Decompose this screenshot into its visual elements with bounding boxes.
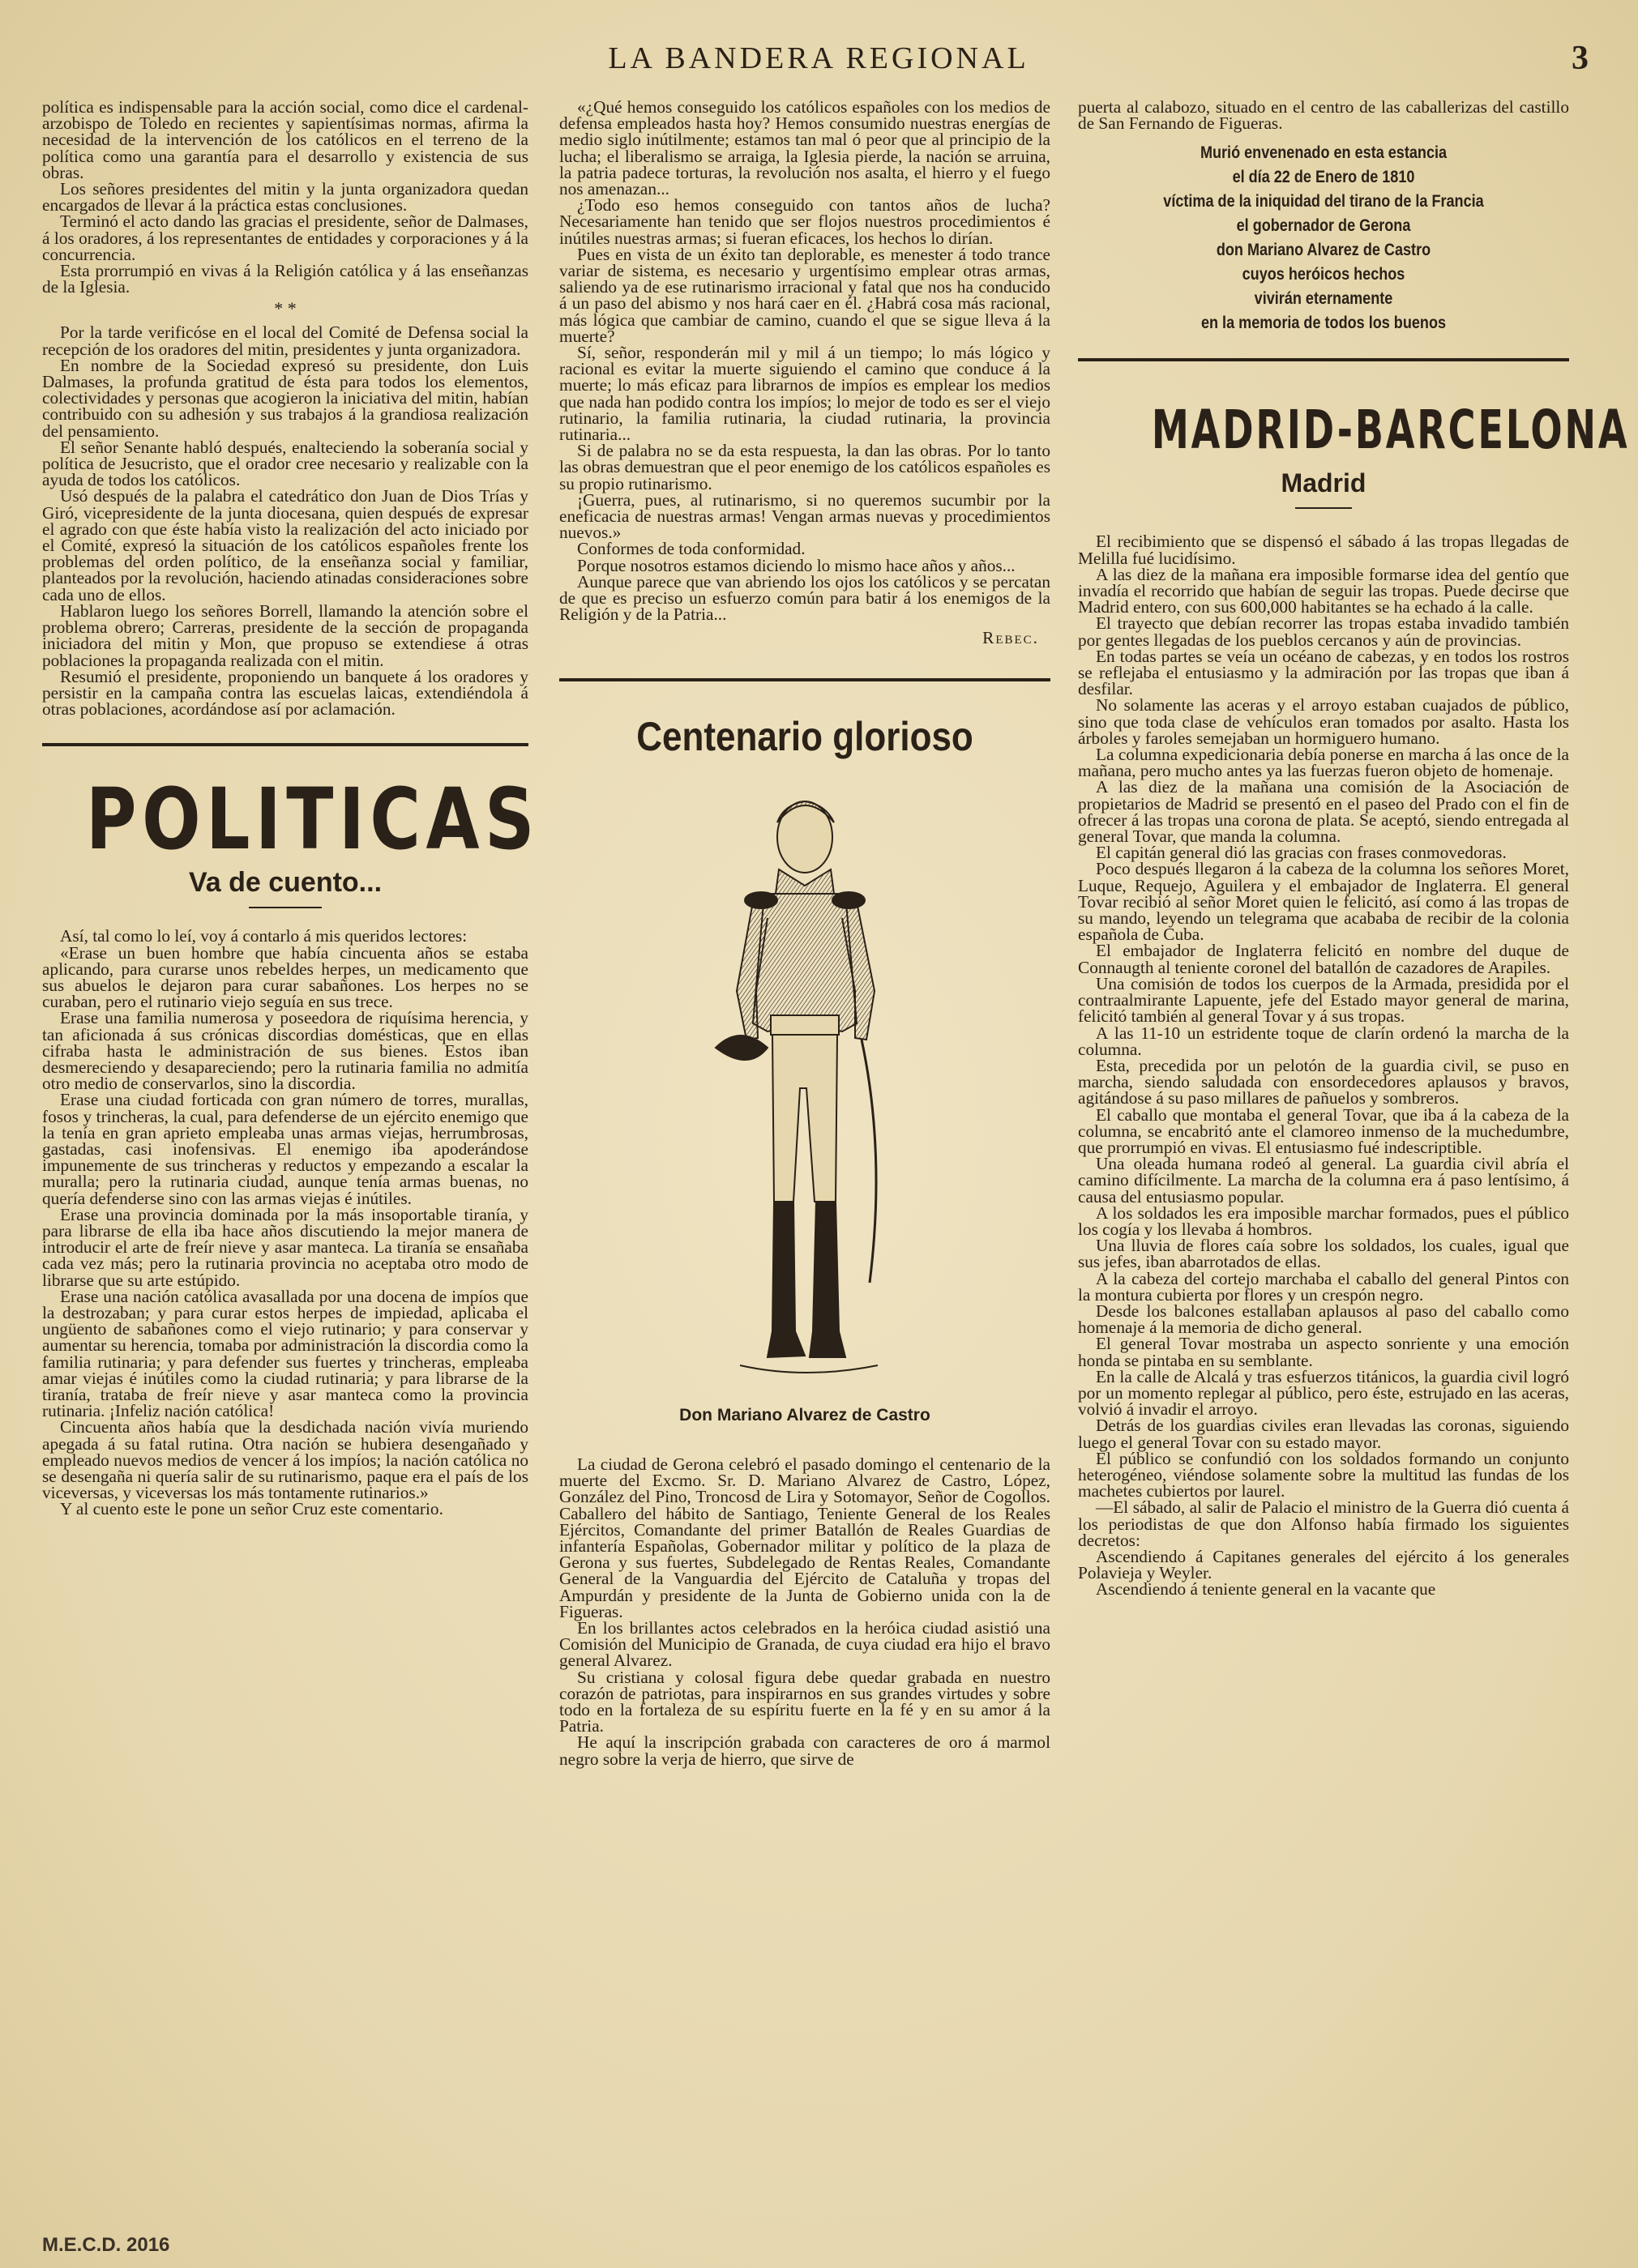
paragraph: Los señores presidentes del mitin y la junta organizadora quedan encargados de llevar á la práctica estas conclusiones. — [42, 179, 528, 216]
paragraph: El trayecto que debían recorrer las tropas estaba invadido también por gentes llegadas de los pueblos cercanos y aún de provincias. — [1078, 613, 1569, 650]
column-3 — [1078, 97, 1630, 1600]
paragraph: El caballo que montaba el general Tovar, que iba á la cabeza de la columna, se encabritó ante el clamoreo inmenso de la muchedumbre, que prorrumpió en vivas. El entusiasmo fué indescriptible. — [1078, 1104, 1569, 1157]
paragraph: Así, tal como lo leí, voy á contarlo á mis queridos lectores: — [60, 926, 468, 946]
paragraph: Erase una provincia dominada por la más insoportable tiranía, y para librarse de ella iba hace años discutiendo la mejor manera de introducir el arte de freír nieve y asar manteca. La tiranía se ensañaba cada vez más; pero la rutinaria provincia no aceptaba otro modo de librarse que su arte estúpido. — [42, 1204, 528, 1290]
portrait-caption: Don Mariano Alvarez de Castro — [679, 1405, 930, 1424]
paragraph: Aunque parece que van abriendo los ojos los católicos y se percatan de que es preciso un esfuerzo común para batir á los enemigos de la Religión y de la Patria... — [559, 571, 1050, 625]
paragraph: A las diez de la mañana era imposible formarse idea del gentío que invadía el recorrido que habían de seguir las tropas. Puede decirse que Madrid entero, con sus 600,000 habitantes se ha echado á la calle. — [1078, 564, 1569, 617]
paragraph: Una comisión de todos los cuerpos de la Armada, presidida por el contraalmirante Lapuente, jefe del Estado mayor general de marina, felicitó también al general Tovar y á sus tropas. — [1078, 973, 1569, 1027]
paragraph: A las diez de la mañana una comisión de la Asociación de propietarios de Madrid se presentó en el paseo del Prado con el fin de ofrecer á las tropas una corona de plata. Se aceptó, siendo entregada al general Tovar, que manda la columna. — [1078, 777, 1569, 847]
inscription-line: vivirán eternamente — [1254, 289, 1393, 309]
inscription-line: en la memoria de todos los buenos — [1200, 314, 1447, 333]
paragraph: El capitán general dió las gracias con frases conmovedoras. — [1096, 843, 1507, 863]
paragraph: Porque nosotros estamos diciendo lo mismo hace años y años... — [577, 555, 1016, 575]
politicas-subtitle: Va de cuento... — [188, 867, 383, 899]
paragraph: A la cabeza del cortejo marchaba el caballo del general Pintos con la montura cubierta por flores y un crespón negro. — [1078, 1268, 1569, 1305]
comentario-article — [559, 99, 1050, 646]
paragraph: A los soldados les era imposible marchar formados, pues el público los cogía y los llevaba á hombros. — [1078, 1202, 1569, 1239]
paragraph: Y al cuento este le pone un señor Cruz este comentario. — [60, 1499, 443, 1519]
section-stars: * * — [274, 298, 297, 319]
paragraph: puerta al calabozo, situado en el centro de las caballerizas del castillo de San Fernando de Figueras. — [1078, 97, 1569, 134]
paragraph: Detrás de los guardias civiles eran llevadas las coronas, siguiendo luego el general Tovar con su estado mayor. — [1078, 1416, 1569, 1452]
paragraph: Ascendiendo á teniente general en la vacante que — [1096, 1579, 1436, 1600]
page-number: 3 — [1572, 40, 1589, 77]
paragraph: Erase una familia numerosa y poseedora de riquísima herencia, y tan aficionada á sus crónicas discordias domésticas, que en ellas cifraba hasta le administración de sus bienes. Estos iban desmereciendo y desapareciendo; pero la rutinaria familia no admitía otro medio de conservarlos, sino la discordia. — [42, 1008, 528, 1094]
paragraph: En nombre de la Sociedad expresó su presidente, don Luis Dalmases, la profunda gratitud de ésta para todos los elementos, colectividades y personas que acogieron la iniciativa del mitin, habían contribuido con su adhesión y sus trabajos á la grandiosa realización del pensamiento. — [42, 355, 528, 441]
madrid-barcelona-headline: MADRID-BARCELONA — [1151, 399, 1630, 462]
subtitle-rule — [1295, 507, 1352, 509]
paragraph: Cincuenta años había que la desdichada nación vivía muriendo apegada á su fatal rutina. Otra nación se hubiera desengañado y empleado nuevos medios de vencer á los impíos; la nación católica no se desengaña ni quería salir de su rutinarismo, paque era el país de los viceversas, y viceversas los más tontamente rutinarios.» — [42, 1417, 528, 1503]
paragraph: ¿Todo eso hemos conseguido con tantos años de lucha? Necesariamente han tenido que ser flojos nuestros procedimientos é inútiles nuestras armas; si fueran eficaces, los hechos lo dirían. — [559, 195, 1050, 248]
paragraph: Ascendiendo á Capitanes generales del ejército á los generales Polavieja y Weyler. — [1078, 1547, 1569, 1583]
centenario-headline: Centenario glorioso — [636, 713, 973, 759]
paragraph: Su cristiana y colosal figura debe quedar grabada en nuestro corazón de patriotas, para inspirarnos en sus grandes virtudes y sobre todo en la fortaleza de su espíritu fuerte en la fé y en su amor á la Patria. — [559, 1667, 1050, 1736]
paragraph: Por la tarde verificóse en el local del Comité de Defensa social la recepción de los oradores del mitin, presidentes y junta organizadora. — [42, 322, 528, 359]
paragraph: El embajador de Inglaterra felicitó en nombre del duque de Connaugth al teniente coronel del batallón de cazadores de Arapiles. — [1078, 941, 1569, 977]
paragraph: Una lluvia de flores caía sobre los soldados, los cuales, igual que sus jefes, iban abarrotados de ellas. — [1078, 1236, 1569, 1272]
inscription-line: don Mariano Alvarez de Castro — [1216, 241, 1431, 260]
column-2 — [559, 99, 1050, 1767]
paragraph: —El sábado, al salir de Palacio el ministro de la Guerra dió cuenta á los periodistas de que don Alfonso había firmado los siguientes decretos: — [1078, 1497, 1569, 1550]
paragraph: El general Tovar mostraba un aspecto sonriente y una emoción honda se pintaba en su semblante. — [1078, 1334, 1569, 1370]
inscription-line: Murió envenenado en esta estancia — [1200, 143, 1448, 163]
politicas-headline: POLITICAS — [86, 770, 541, 869]
paragraph: He aquí la inscripción grabada con caracteres de oro á marmol negro sobre la verja de hierro, que sirve de — [559, 1732, 1050, 1769]
paragraph: Terminó el acto dando las gracias el presidente, señor de Dalmases, á los oradores, á los representantes de entidades y corporaciones y á la concurrencia. — [42, 211, 528, 264]
paragraph: A las 11-10 un estridente toque de clarín ordenó la marcha de la columna. — [1078, 1023, 1569, 1059]
paragraph: Poco después llegaron á la cabeza de la columna los señores Moret, Luque, Requejo, Aguilera y el embajador de Inglaterra. El general Tovar recibió al señor Moret quien le felicitó, así como á las tropas de su mando, leyendo un telegrama que acababa de recibir de la colonia española de Cuba. — [1078, 859, 1569, 945]
inscription-line: víctima de la iniquidad del tirano de la Francia — [1163, 192, 1484, 211]
paragraph: Pues en vista de un éxito tan deplorable, es menester á todo trance variar de sistema, es necesario y urgentísimo emplear otras armas, saliendo ya de ese rutinarismo irracional y fatal que nos ha conducido á un paso del abismo y nos hará caer en él. ¿Habrá cosa más racional, más lógica que cambiar de camino, cuando el que se sigue lleva á la muerte? — [559, 244, 1050, 346]
paragraph: «¿Qué hemos conseguido los católicos españoles con los medios de defensa empleados hasta hoy? Hemos consumido nuestras energías de medio siglo inútilmente; estamos tan mal ó peor que al principio de la lucha; el liberalismo se arraiga, la Iglesia pierde, la nación se arruina, la patria padece torturas, la revolución nos asalta, el hierro y el fuego nos amenazan... — [559, 97, 1050, 199]
paragraph: Erase una ciudad forticada con gran número de torres, murallas, fosos y trincheras, la cual, para defenderse de un ejército enemigo que la tenía en gran aprieto empleaba unas armas viejas, herrumbrosas, gastadas, casi inofensivas. El enemigo iba apoderándose impunemente de sus trincheras y reductos y empezando a escalar la muralla; pero la rutinaria ciudad, aunque tenía armas buenas, no quería defenderse sino con las armas viejas é inútiles. — [42, 1090, 528, 1208]
centenario-article — [559, 1456, 1050, 1767]
paragraph: Erase una nación católica avasallada por una docena de impíos que la destrozaban; y para curar estos herpes de impiedad, aplicaba el ungüento de sabañones como el viejo rutinario; y para conservar y aumentar su herencia, tomaba por administración la discordia como la familia rutinaria; y para defender sus fuertes y trincheras, empleaba amar viejas é inútiles como la ciudad rutinaria; y para librarse de la tiranía, trataba de freír nieve y asar manteca como la provincia rutinaria. ¡Infeliz nación católica! — [42, 1286, 528, 1421]
paragraph: El recibimiento que se dispensó el sábado á las tropas llegadas de Melilla fué lucidísimo. — [1078, 532, 1569, 568]
paragraph: En los brillantes actos celebrados en la heróica ciudad asistió una Comisión del Municipio de Granada, de cuya ciudad era hijo el bravo general Alvarez. — [559, 1617, 1050, 1671]
paragraph: El señor Senante habló después, enalteciendo la soberanía social y política de Jesucristo, que el orador cree necesario y realizable con la ayuda de todos los católicos. — [42, 437, 528, 490]
paragraph: «Erase un buen hombre que había cincuenta años se estaba aplicando, para curarse unos rebeldes herpes, un medicamento que sus abuelos le dejaron para curar sabañones. Los herpes no se curaban, pero el rutinario viejo seguía en sus trece. — [42, 942, 528, 1012]
column-1 — [42, 97, 541, 1519]
madrid-article — [1078, 532, 1569, 1600]
newspaper-title: LA BANDERA REGIONAL — [608, 41, 1029, 75]
paragraph: Desde los balcones estallaban aplausos al paso del caballo como homenaje á la memoria de dicho general. — [1078, 1301, 1569, 1338]
masthead — [49, 41, 1589, 78]
paragraph: La ciudad de Gerona celebró el pasado domingo el centenario de la muerte del Excmo. Sr. D. Mariano Alvarez de Castro, López, González del Pino, Troncosd de Lira y Sotomayor, Señor de Cogollos. Caballero del hábito de Santiago, Teniente General de los Reales Ejércitos, Comandante del primer Batallón de Reales Guardias de infantería Españolas, Gobernador militar y político de la plaza de Gerona y sus fuertes, Subdelegado de Rentas Reales, Comandante General de la Vanguardia del Ejército de Cataluña y tropas del Ampurdán y presidente de la Junta de Gobierno unida con la de Figueras. — [559, 1454, 1050, 1621]
subtitle-rule — [249, 907, 322, 908]
paragraph: Usó después de la palabra el catedrático don Juan de Dios Trías y Giró, vicepresidente de la junta diocesana, quien después de expresar el agrado con que éste había visto la realización del acto iniciado por el Comité, expresó la situación de los católicos españoles frente los problemas del orden político, de la enseñanza social y familiar, planteados por la revolución, haciendo atinadas consideraciones sobre cada uno de ellos. — [42, 486, 528, 604]
paragraph: No solamente las aceras y el arroyo estaban cuajados de público, sino que toda clase de vehículos eran tomados por asalto. Hasta los árboles y faroles semejaban un hormiguero humano. — [1078, 695, 1569, 748]
madrid-subtitle: Madrid — [1281, 468, 1366, 498]
paragraph: Hablaron luego los señores Borrell, llamando la atención sobre el problema obrero; Carreras, presidente de la sección de propaganda iniciadora del mitin y Mon, que propuso se extendiese á otras poblaciones la propaganda realizada con el mitin. — [42, 600, 528, 670]
paragraph: Resumió el presidente, proponiendo un banquete á los oradores y persistir en la campaña contra las escuelas laicas, extendiéndola á otras poblaciones, acordándose así por aclamación. — [42, 666, 528, 720]
inscription-line: el día 22 de Enero de 1810 — [1232, 168, 1415, 187]
paragraph: Conformes de toda conformidad. — [577, 539, 806, 559]
paragraph: Una oleada humana rodeó al general. La guardia civil abría el camino difícilmente. La marcha de la columna era á paso lentísimo, á causa del entusiasmo popular. — [1078, 1154, 1569, 1207]
author-signature: Rebec. — [982, 627, 1039, 647]
paragraph: Si de palabra no se da esta respuesta, la dan las obras. Por lo tanto las obras demuestran que el peor enemigo de los católicos españoles es su propio rutinarismo. — [559, 441, 1050, 493]
paragraph: Esta prorrumpió en vivas á la Religión católica y á las enseñanzas de la Iglesia. — [42, 261, 528, 297]
paragraph: En todas partes se veía un océano de cabezas, y en todos los rostros se reflejaba el entusiasmo y la admiración por las tropas que iban á desfilar. — [1078, 646, 1569, 699]
inscription-line: cuyos heróicos hechos — [1242, 265, 1405, 284]
paragraph: En la calle de Alcalá y tras esfuerzos titánicos, la guardia civil logró por un momento replegar al público, pero éste, estrujado en las aceras, volvió á invadir el arroyo. — [1078, 1366, 1569, 1420]
paragraph: La columna expedicionaria debía ponerse en marcha á las once de la mañana, pero mucho antes ya las fuerzas fueron objeto de homenaje. — [1078, 745, 1569, 781]
paragraph: El público se confundió con los soldados formando un conjunto heterogéneo, viéndose solamente sobre la multitud las fundas de los machetes cubiertos por laurel. — [1078, 1448, 1569, 1501]
footer-credit: M.E.C.D. 2016 — [42, 2234, 170, 2256]
inscription-line: el gobernador de Gerona — [1236, 216, 1411, 236]
mitin-article-end — [42, 97, 528, 720]
memorial-inscription — [1112, 141, 1534, 335]
va-de-cuento-article — [42, 928, 528, 1517]
paragraph: ¡Guerra, pues, al rutinarismo, si no queremos sucumbir por la eneficacia de nuestras armas! Vengan armas nuevas y procedimientos nuevos.» — [559, 489, 1050, 543]
paragraph: política es indispensable para la acción social, como dice el cardenal-arzobispo de Toledo en recientes y sapientísimas normas, afirma la necesidad de la intervención de los católicos en el terreno de la política como una garantía para el desarrollo y existencia de sus obras. — [42, 97, 528, 182]
alvarez-de-castro-portrait — [683, 780, 926, 1396]
paragraph: Sí, señor, responderán mil y mil á un tiempo; lo más lógico y racional es evitar la muerte siguiendo el camino que conduce á la muerte; lo más eficaz para librarnos de impíos es emplear los medios que nada han podido contra los impíos; lo mejor de todo es ser el viejo rutinario, la familia rutinaria, la ciudad rutinaria, la provincia rutinaria... — [559, 343, 1050, 445]
paragraph: Esta, precedida por un pelotón de la guardia civil, se puso en marcha, siendo saludada con ensordecedores aplausos y bravos, agitándose á su paso millares de pañuelos y sombreros. — [1078, 1055, 1569, 1108]
